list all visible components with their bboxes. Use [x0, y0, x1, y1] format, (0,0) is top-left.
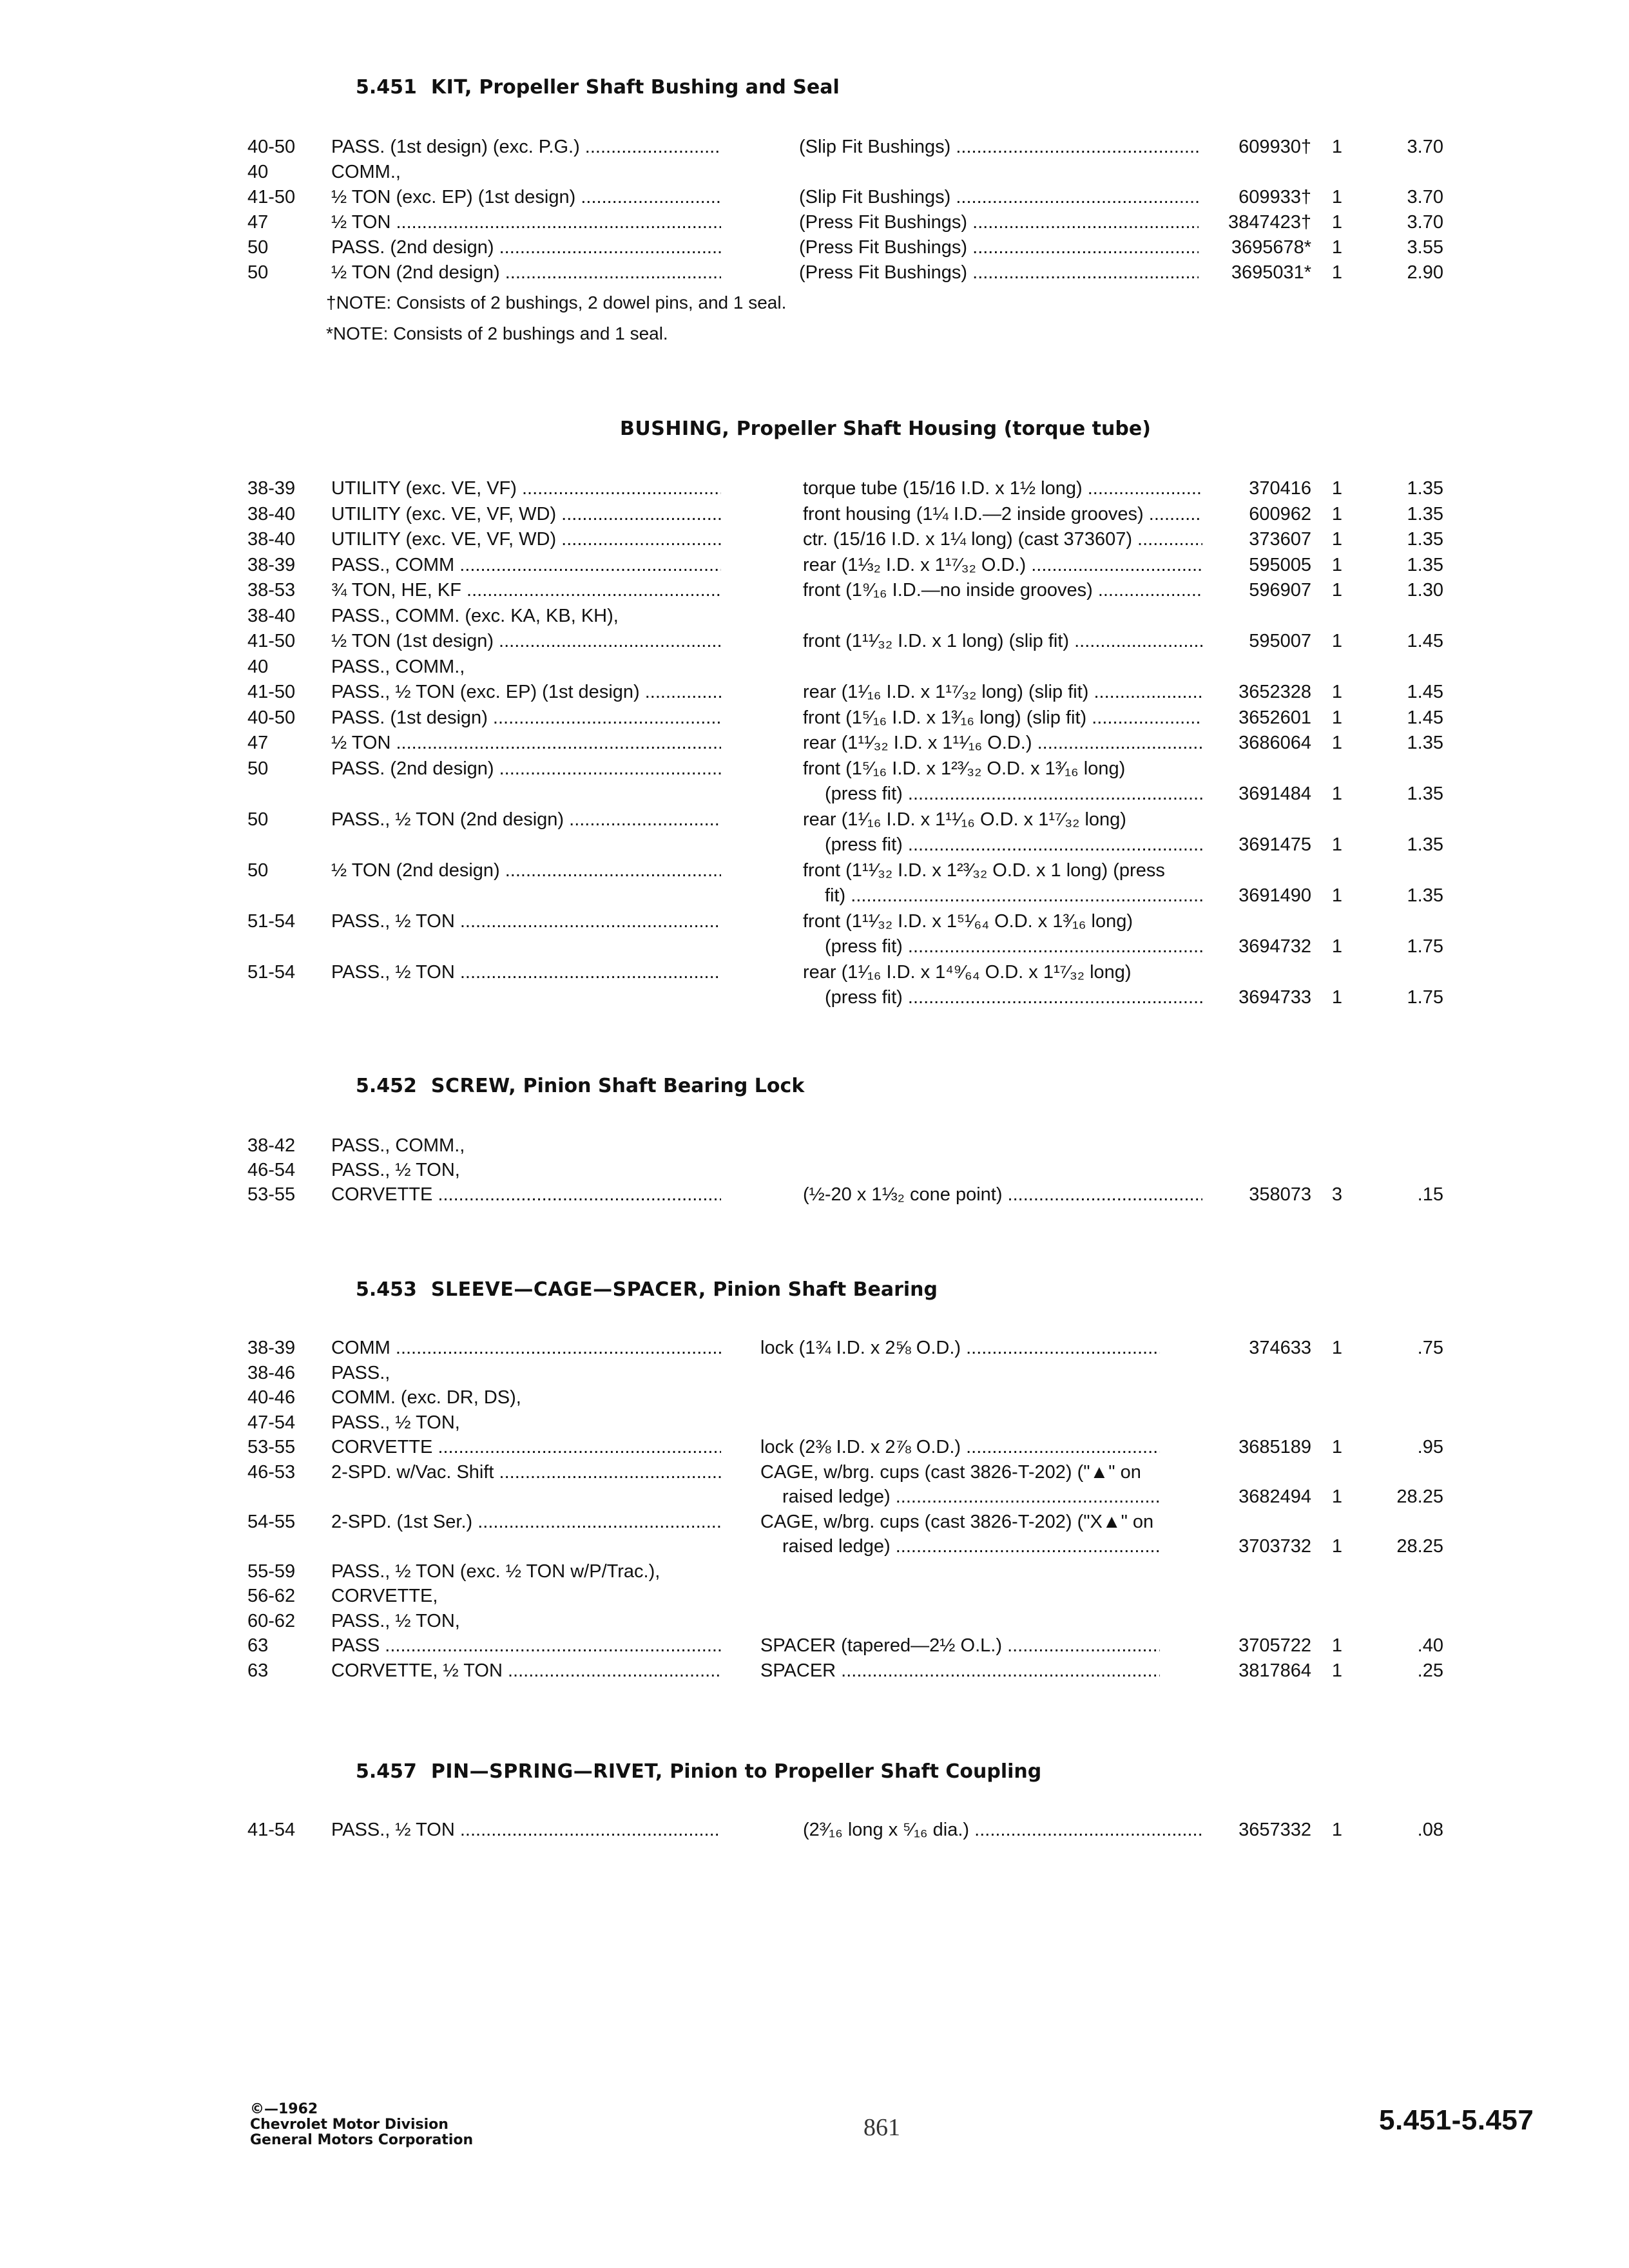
row-quantity: 1	[1331, 580, 1343, 601]
row-years: 41-50	[247, 187, 296, 207]
row-part-number: 3705722	[1239, 1635, 1311, 1656]
table-row	[0, 654, 1629, 680]
row-description: rear (1⅓₂ I.D. x 1¹⁷⁄₃₂ O.D.) .....	[803, 552, 1202, 578]
row-model: CORVETTE .....	[331, 1182, 721, 1207]
row-price: 2.90	[1407, 262, 1443, 283]
row-years: 51-54	[247, 961, 296, 983]
row-years: 38-53	[247, 580, 296, 601]
row-model: COMM. (exc. DR, DS),	[331, 1387, 521, 1408]
table-row	[0, 908, 1629, 934]
row-price: 1.35	[1407, 733, 1443, 753]
section-header-5451	[356, 76, 840, 99]
row-description: (½-20 x 1⅓₂ cone point) .....	[803, 1182, 1202, 1207]
row-description-cont: (press fit) .....	[825, 934, 1202, 959]
table-row	[0, 134, 1629, 160]
row-part-number: 3652328	[1239, 682, 1311, 702]
row-quantity: 1	[1331, 503, 1343, 524]
row-model: CORVETTE,	[331, 1586, 438, 1606]
row-quantity: 1	[1331, 936, 1343, 957]
row-model: ¾ TON, HE, KF .....	[331, 577, 721, 603]
row-model: ½ TON .....	[331, 209, 721, 235]
section-subtitle: Pinion Shaft Bearing	[713, 1278, 938, 1301]
row-description: (Press Fit Bushings) .....	[799, 235, 1199, 260]
row-model: PASS., ½ TON (exc. ½ TON w/P/Trac.),	[331, 1561, 660, 1582]
row-quantity: 1	[1331, 262, 1343, 283]
row-part-number: 600962	[1249, 503, 1311, 524]
row-model: PASS .....	[331, 1633, 721, 1658]
table-row	[0, 628, 1629, 654]
row-quantity: 1	[1331, 1820, 1343, 1840]
row-price: 1.35	[1407, 834, 1443, 855]
table-row-continuation	[0, 1533, 1629, 1559]
section-header-5457	[356, 1760, 1041, 1783]
row-quantity: 1	[1331, 554, 1343, 575]
table-row	[0, 501, 1629, 527]
row-model: COMM .....	[331, 1335, 721, 1361]
row-years: 38-39	[247, 478, 296, 499]
row-quantity: 3	[1331, 1184, 1343, 1205]
row-description: lock (1¾ I.D. x 2⅝ O.D.) .....	[760, 1335, 1160, 1361]
row-years: 46-53	[247, 1461, 296, 1483]
row-quantity: 1	[1331, 1635, 1343, 1656]
row-model: PASS., ½ TON,	[331, 1160, 460, 1180]
table-row	[0, 1385, 1629, 1410]
row-price: .25	[1417, 1660, 1443, 1681]
table-row-continuation	[0, 934, 1629, 959]
row-years: 55-59	[247, 1561, 296, 1582]
row-years: 38-40	[247, 605, 296, 626]
table-row	[0, 807, 1629, 832]
row-part-number: 3691475	[1239, 834, 1311, 855]
section-subtitle: Propeller Shaft Bushing and Seal	[479, 76, 840, 99]
row-model: PASS., COMM. (exc. KA, KB, KH),	[331, 605, 619, 626]
table-row	[0, 1360, 1629, 1386]
row-price: 3.55	[1407, 237, 1443, 258]
row-quantity: 1	[1331, 707, 1343, 728]
row-quantity: 1	[1331, 1660, 1343, 1681]
section-title: SLEEVE—CAGE—SPACER,	[430, 1278, 706, 1301]
row-part-number: 358073	[1249, 1184, 1311, 1205]
row-part-number: 3817864	[1239, 1660, 1311, 1681]
row-model: COMM.,	[331, 162, 401, 182]
row-quantity: 1	[1331, 631, 1343, 651]
row-years: 38-42	[247, 1135, 296, 1156]
row-model: UTILITY (exc. VE, VF) .....	[331, 476, 721, 501]
row-price: 1.35	[1407, 885, 1443, 906]
row-years: 50	[247, 860, 269, 881]
row-description: front (1⁵⁄₁₆ I.D. x 1³⁄₁₆ long) (slip fit) .....	[803, 705, 1202, 731]
row-years: 53-55	[247, 1437, 296, 1457]
row-quantity: 1	[1331, 682, 1343, 702]
publisher-division: Chevrolet Motor Division	[250, 2117, 448, 2133]
row-price: 1.35	[1407, 529, 1443, 550]
row-part-number: 3694732	[1239, 936, 1311, 957]
table-row-continuation	[0, 781, 1629, 807]
table-row	[0, 1434, 1629, 1460]
row-price: 1.45	[1407, 631, 1443, 651]
table-row	[0, 552, 1629, 578]
row-description: (Slip Fit Bushings) .....	[799, 134, 1199, 160]
row-description: front (1¹¹⁄₃₂ I.D. x 1 long) (slip fit) .....	[803, 628, 1202, 654]
table-row	[0, 1157, 1629, 1183]
section-range: 5.451-5.457	[1379, 2104, 1534, 2136]
row-model: ½ TON .....	[331, 730, 721, 756]
row-price: 1.45	[1407, 682, 1443, 702]
row-description-cont: raised ledge) .....	[782, 1484, 1160, 1510]
row-price: 1.35	[1407, 554, 1443, 575]
row-years: 47	[247, 733, 269, 753]
row-price: .75	[1417, 1338, 1443, 1358]
row-price: 28.25	[1396, 1486, 1443, 1507]
row-part-number: 3694733	[1239, 987, 1311, 1008]
table-row	[0, 959, 1629, 985]
row-quantity: 1	[1331, 1486, 1343, 1507]
row-description-cont: (press fit) .....	[825, 985, 1202, 1010]
row-years: 38-39	[247, 554, 296, 575]
row-model: PASS., ½ TON,	[331, 1610, 460, 1631]
table-row	[0, 476, 1629, 501]
row-description-cont: (press fit) .....	[825, 832, 1202, 858]
table-row	[0, 1509, 1629, 1535]
row-quantity: 1	[1331, 529, 1343, 550]
row-years: 51-54	[247, 910, 296, 932]
row-quantity: 1	[1331, 834, 1343, 855]
row-description: rear (1¹⁄₁₆ I.D. x 1¹⁷⁄₃₂ long) (slip fit) .....	[803, 679, 1202, 705]
row-quantity: 1	[1331, 987, 1343, 1008]
row-model: PASS., ½ TON (2nd design) .....	[331, 807, 721, 832]
row-quantity: 1	[1331, 1338, 1343, 1358]
table-row-continuation	[0, 985, 1629, 1010]
table-row	[0, 756, 1629, 782]
table-row	[0, 184, 1629, 210]
table-row	[0, 260, 1629, 285]
row-years: 41-50	[247, 682, 296, 702]
row-part-number: 3691490	[1239, 885, 1311, 906]
row-part-number: 595005	[1249, 554, 1311, 575]
row-description: CAGE, w/brg. cups (cast 3826-T-202) ("X▲" on	[760, 1511, 1154, 1532]
table-row-continuation	[0, 883, 1629, 908]
row-part-number: 3686064	[1239, 733, 1311, 753]
row-years: 40	[247, 656, 269, 677]
row-price: 1.30	[1407, 580, 1443, 601]
row-years: 38-40	[247, 503, 296, 524]
row-quantity: 1	[1331, 237, 1343, 258]
table-row	[0, 858, 1629, 883]
row-model: 2-SPD. (1st Ser.) .....	[331, 1509, 721, 1535]
row-years: 60-62	[247, 1610, 296, 1631]
row-model: PASS., COMM.,	[331, 1135, 465, 1156]
table-row	[0, 526, 1629, 552]
row-years: 40-50	[247, 707, 296, 728]
row-quantity: 1	[1331, 212, 1343, 233]
row-model: PASS. (2nd design) .....	[331, 756, 721, 782]
row-model: CORVETTE .....	[331, 1434, 721, 1460]
table-row	[0, 730, 1629, 756]
row-years: 53-55	[247, 1184, 296, 1205]
row-description: (Press Fit Bushings) .....	[799, 260, 1199, 285]
row-price: 1.75	[1407, 987, 1443, 1008]
row-description: SPACER .....	[760, 1658, 1160, 1684]
row-quantity: 1	[1331, 1437, 1343, 1457]
row-model: ½ TON (2nd design) .....	[331, 858, 721, 883]
table-row	[0, 1335, 1629, 1361]
section-subtitle: Pinion to Propeller Shaft Coupling	[670, 1760, 1042, 1783]
row-description: (2³⁄₁₆ long x ⁵⁄₁₆ dia.) .....	[803, 1817, 1202, 1843]
section-title: KIT,	[430, 76, 472, 99]
table-row	[0, 1817, 1629, 1843]
section-header-bushing	[620, 418, 1151, 440]
row-model: PASS., ½ TON,	[331, 1412, 460, 1433]
publisher-corporation: General Motors Corporation	[250, 2132, 474, 2148]
table-row	[0, 235, 1629, 260]
row-quantity: 1	[1331, 187, 1343, 207]
table-row	[0, 705, 1629, 731]
row-model: PASS., ½ TON .....	[331, 1817, 721, 1843]
row-part-number: 370416	[1249, 478, 1311, 499]
row-part-number: 373607	[1249, 529, 1311, 550]
row-years: 50	[247, 262, 269, 283]
row-description: front housing (1¼ I.D.—2 inside grooves) .....	[803, 501, 1202, 527]
table-row	[0, 1658, 1629, 1684]
row-part-number: 609933†	[1239, 187, 1311, 207]
row-quantity: 1	[1331, 783, 1343, 804]
row-part-number: 596907	[1249, 580, 1311, 601]
row-years: 46-54	[247, 1160, 296, 1180]
section-subtitle: Pinion Shaft Bearing Lock	[523, 1075, 805, 1097]
table-row	[0, 603, 1629, 629]
row-years: 50	[247, 758, 269, 779]
row-model: PASS.,	[331, 1362, 390, 1383]
row-years: 40-50	[247, 137, 296, 157]
row-model: 2-SPD. w/Vac. Shift .....	[331, 1459, 721, 1485]
table-row	[0, 159, 1629, 185]
row-quantity: 1	[1331, 1536, 1343, 1557]
table-row	[0, 1559, 1629, 1584]
row-part-number: 595007	[1249, 631, 1311, 651]
row-description-cont: raised ledge) .....	[782, 1533, 1160, 1559]
row-price: 28.25	[1396, 1536, 1443, 1557]
row-model: PASS., ½ TON (exc. EP) (1st design) .....	[331, 679, 721, 705]
row-part-number: 3685189	[1239, 1437, 1311, 1457]
copyright: ©—1962	[250, 2101, 318, 2117]
section-subtitle: Propeller Shaft Housing (torque tube)	[736, 418, 1151, 440]
section-number: 5.453	[356, 1278, 417, 1301]
row-description: front (1⁵⁄₁₆ I.D. x 1²³⁄₃₂ O.D. x 1³⁄₁₆ long)	[803, 758, 1126, 779]
row-model: PASS., ½ TON .....	[331, 959, 721, 985]
note-asterisk: *NOTE: Consists of 2 bushings and 1 seal.	[326, 323, 668, 343]
row-description: torque tube (15/16 I.D. x 1½ long) .....	[803, 476, 1202, 501]
row-years: 63	[247, 1635, 269, 1656]
row-part-number: 3652601	[1239, 707, 1311, 728]
row-description: ctr. (15/16 I.D. x 1¼ long) (cast 373607) .....	[803, 526, 1202, 552]
row-description: rear (1¹¹⁄₃₂ I.D. x 1¹¹⁄₁₆ O.D.) .....	[803, 730, 1202, 756]
row-model: UTILITY (exc. VE, VF, WD) .....	[331, 501, 721, 527]
table-row	[0, 1133, 1629, 1158]
row-years: 50	[247, 237, 269, 258]
row-part-number: 3691484	[1239, 783, 1311, 804]
table-row	[0, 577, 1629, 603]
row-price: .15	[1417, 1184, 1443, 1205]
section-header-5453	[356, 1278, 938, 1301]
row-years: 38-40	[247, 529, 296, 550]
section-title: BUSHING,	[620, 418, 730, 440]
row-years: 54-55	[247, 1511, 296, 1532]
section-number: 5.452	[356, 1075, 417, 1097]
table-row-continuation	[0, 1484, 1629, 1510]
row-years: 47	[247, 212, 269, 233]
section-number: 5.451	[356, 76, 417, 99]
row-price: 1.35	[1407, 783, 1443, 804]
row-description: rear (1¹⁄₁₆ I.D. x 1¹¹⁄₁₆ O.D. x 1¹⁷⁄₃₂ long)	[803, 809, 1126, 830]
row-quantity: 1	[1331, 137, 1343, 157]
table-row	[0, 1182, 1629, 1207]
row-description: SPACER (tapered—2½ O.L.) .....	[760, 1633, 1160, 1658]
row-description: lock (2⅜ I.D. x 2⅞ O.D.) .....	[760, 1434, 1160, 1460]
table-row	[0, 1459, 1629, 1485]
row-price: 3.70	[1407, 212, 1443, 233]
row-quantity: 1	[1331, 478, 1343, 499]
row-years: 41-50	[247, 631, 296, 651]
table-row-continuation	[0, 832, 1629, 858]
row-years: 40	[247, 162, 269, 182]
note-dagger: †NOTE: Consists of 2 bushings, 2 dowel pins, and 1 seal.	[326, 293, 787, 312]
table-row	[0, 209, 1629, 235]
section-number: 5.457	[356, 1760, 417, 1783]
row-description: (Slip Fit Bushings) .....	[799, 184, 1199, 210]
row-model: PASS. (1st design) (exc. P.G.) .....	[331, 134, 721, 160]
row-model: PASS. (2nd design) .....	[331, 235, 721, 260]
table-row	[0, 1608, 1629, 1634]
row-description: (Press Fit Bushings) .....	[799, 209, 1199, 235]
row-years: 41-54	[247, 1820, 296, 1840]
section-header-5452	[356, 1075, 804, 1097]
row-price: .95	[1417, 1437, 1443, 1457]
row-years: 38-46	[247, 1362, 296, 1383]
row-years: 56-62	[247, 1586, 296, 1606]
page-number: 861	[863, 2114, 900, 2141]
row-part-number: 3703732	[1239, 1536, 1311, 1557]
row-description-cont: fit) .....	[825, 883, 1202, 908]
table-row	[0, 1410, 1629, 1436]
row-years: 38-39	[247, 1338, 296, 1358]
row-model: UTILITY (exc. VE, VF, WD) .....	[331, 526, 721, 552]
row-part-number: 3657332	[1239, 1820, 1311, 1840]
row-price: 1.35	[1407, 478, 1443, 499]
row-part-number: 3847423†	[1228, 212, 1311, 233]
row-part-number: 3695031*	[1231, 262, 1311, 283]
row-price: .40	[1417, 1635, 1443, 1656]
row-model: ½ TON (1st design) .....	[331, 628, 721, 654]
row-description: rear (1¹⁄₁₆ I.D. x 1⁴⁹⁄₆₄ O.D. x 1¹⁷⁄₃₂ long)	[803, 961, 1132, 983]
row-part-number: 3682494	[1239, 1486, 1311, 1507]
row-model: ½ TON (2nd design) .....	[331, 260, 721, 285]
row-description: front (1¹¹⁄₃₂ I.D. x 1²³⁄₃₂ O.D. x 1 long) (press	[803, 860, 1165, 881]
row-model: PASS., ½ TON .....	[331, 908, 721, 934]
row-description: front (1⁹⁄₁₆ I.D.—no inside grooves) .....	[803, 577, 1202, 603]
copyright-block	[250, 2102, 473, 2148]
section-title: SCREW,	[430, 1075, 517, 1097]
row-quantity: 1	[1331, 885, 1343, 906]
row-model: CORVETTE, ½ TON .....	[331, 1658, 721, 1684]
row-description: CAGE, w/brg. cups (cast 3826-T-202) ("▲" on	[760, 1461, 1141, 1483]
row-description: front (1¹¹⁄₃₂ I.D. x 1⁵¹⁄₆₄ O.D. x 1³⁄₁₆ long)	[803, 910, 1133, 932]
row-model: ½ TON (exc. EP) (1st design) .....	[331, 184, 721, 210]
row-years: 40-46	[247, 1387, 296, 1408]
row-quantity: 1	[1331, 733, 1343, 753]
row-price: 3.70	[1407, 137, 1443, 157]
row-part-number: 374633	[1249, 1338, 1311, 1358]
row-description-cont: (press fit) .....	[825, 781, 1202, 807]
row-price: 1.35	[1407, 503, 1443, 524]
row-years: 63	[247, 1660, 269, 1681]
row-price: 1.75	[1407, 936, 1443, 957]
row-years: 50	[247, 809, 269, 830]
row-price: .08	[1417, 1820, 1443, 1840]
table-row	[0, 679, 1629, 705]
table-row	[0, 1633, 1629, 1658]
row-model: PASS. (1st design) .....	[331, 705, 721, 731]
row-years: 47-54	[247, 1412, 296, 1433]
row-part-number: 609930†	[1239, 137, 1311, 157]
row-price: 1.45	[1407, 707, 1443, 728]
table-row	[0, 1583, 1629, 1609]
section-title: PIN—SPRING—RIVET,	[430, 1760, 663, 1783]
row-model: PASS., COMM.,	[331, 656, 465, 677]
row-price: 3.70	[1407, 187, 1443, 207]
row-part-number: 3695678*	[1231, 237, 1311, 258]
row-model: PASS., COMM .....	[331, 552, 721, 578]
